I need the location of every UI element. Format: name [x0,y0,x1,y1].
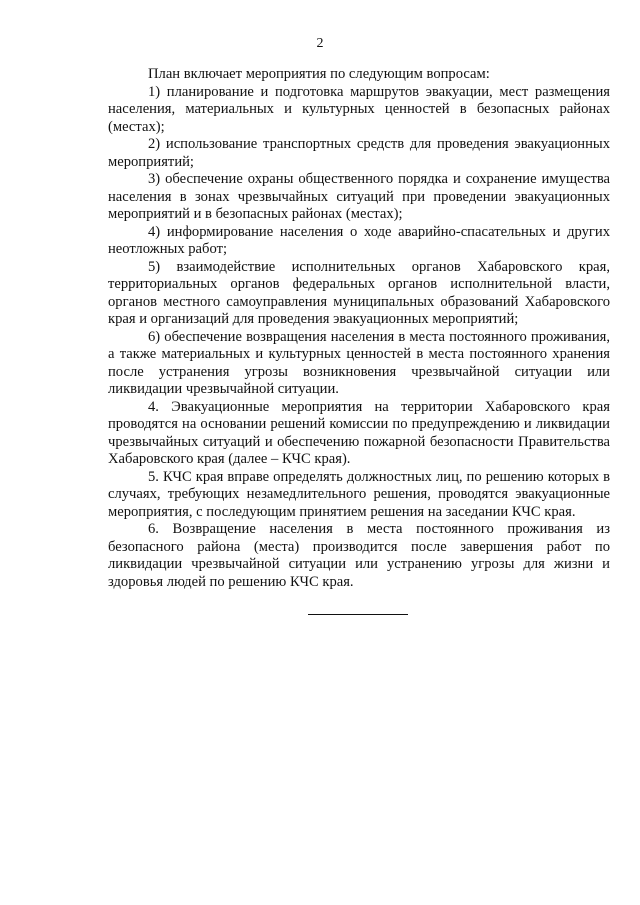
page-number: 2 [316,36,324,51]
clause-4-paragraph: 4. Эвакуационные мероприятия на территории Хабаровского края проводятся на основании решений комиссии по предупреждению и ликвидации чрезвычайных ситуаций и обеспечению пожарной безопасности Правительства Хабаровского края (далее – КЧС края). [108,398,610,467]
closing-divider [308,614,408,615]
list-item-5: 5) взаимодействие исполнительных органов Хабаровского края, территориальных органов федеральных органов исполнительной власти, органов местного самоуправления муниципальных образований Хабаровского края и организаций для проведения эвакуационных мероприятий; [108,258,610,327]
list-item-6: 6) обеспечение возвращения населения в места постоянного проживания, а также материальных и культурных ценностей в места постоянного хранения после устранения угрозы возникновения чрезвычайной ситуации или ликвидации чрезвычайной ситуации. [108,328,610,397]
list-item-3: 3) обеспечение охраны общественного порядка и сохранение имущества населения в зонах чрезвычайных ситуаций при проведении эвакуационных мероприятий и в безопасных районах (местах); [108,171,610,222]
clause-5-paragraph: 5. КЧС края вправе определять должностных лиц, по решению которых в случаях, требующих незамедлительного решения, проводятся эвакуационные мероприятия, с последующим принятием решения на заседании КЧС края. [108,468,610,520]
clause-6-paragraph: 6. Возвращение населения в места постоянного проживания из безопасного района (места) производится после завершения работ по ликвидации чрезвычайной ситуации или устранению угрозы для жизни и здоровья людей по решению КЧС края. [108,521,610,590]
list-item-1: 1) планирование и подготовка маршрутов эвакуации, мест размещения населения, материальных и культурных ценностей в безопасных районах (местах); [108,83,610,135]
intro-paragraph: План включает мероприятия по следующим вопросам: [148,66,490,82]
document-body [108,66,610,591]
list-item-2: 2) использование транспортных средств для проведения эвакуационных мероприятий; [108,136,610,170]
list-item-4: 4) информирование населения о ходе аварийно-спасательных и других неотложных работ; [108,223,610,257]
